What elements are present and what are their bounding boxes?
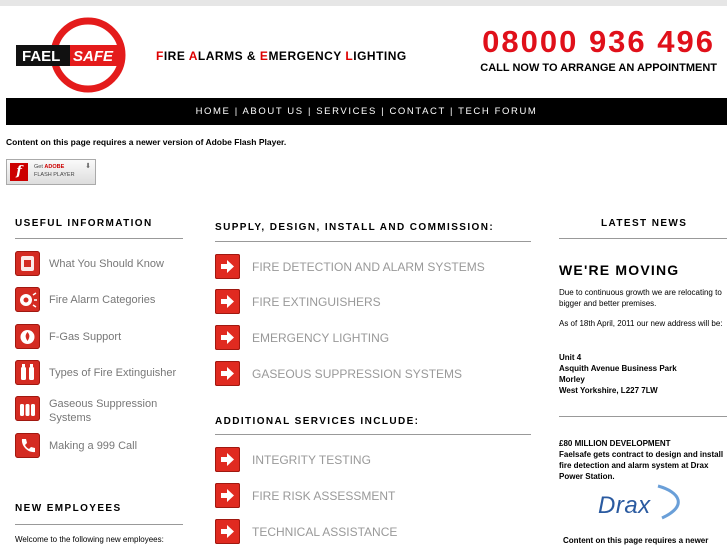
tagline <box>156 49 407 63</box>
get-flash-player-button[interactable] <box>6 159 96 185</box>
news-development <box>559 438 727 482</box>
nav-about-us[interactable]: ABOUT US <box>242 106 304 117</box>
tagline-rest: IRE <box>163 49 189 63</box>
flash-badge-brand: ADOBE <box>44 164 65 170</box>
arrow-right-icon <box>215 254 240 279</box>
service-label: EMERGENCY LIGHTING <box>252 331 390 345</box>
arrow-right-icon <box>215 483 240 508</box>
latest-news-title: LATEST NEWS <box>601 218 688 229</box>
tagline-rest: LARMS & <box>197 49 260 63</box>
news-headline: WE'RE MOVING <box>559 262 680 278</box>
news-paragraph-2: As of 18th April, 2011 our new address will be: <box>559 319 723 328</box>
logo-text-safe: SAFE <box>73 48 114 65</box>
nav-contact[interactable]: CONTACT <box>389 106 446 117</box>
service-label: TECHNICAL ASSISTANCE <box>252 525 398 539</box>
logo-text-fael: FAEL <box>22 48 61 65</box>
tagline-cap: F <box>156 49 164 63</box>
main-nav <box>6 98 727 125</box>
useful-item-label: Fire Alarm Categories <box>49 294 156 306</box>
service-label: FIRE EXTINGUISHERS <box>252 295 381 309</box>
nav-separator: | <box>230 106 243 117</box>
alarm-sounder-icon <box>15 287 40 312</box>
development-text: Faelsafe gets contract to design and install fire detection and alarm system at Drax Power Station. <box>559 450 724 481</box>
tagline-cap: E <box>259 49 269 63</box>
service-label: INTEGRITY TESTING <box>252 453 371 467</box>
call-now-text: CALL NOW TO ARRANGE AN APPOINTMENT <box>480 62 717 74</box>
useful-item-label: Gaseous Suppression Systems <box>49 398 158 424</box>
arrow-right-icon <box>215 447 240 472</box>
welcome-text: Welcome to the following new employees: <box>15 535 164 544</box>
useful-item-label: What You Should Know <box>49 258 164 270</box>
useful-item-making-999-call[interactable] <box>15 433 185 459</box>
nav-separator: | <box>303 106 317 117</box>
divider <box>559 238 727 239</box>
divider <box>15 238 183 239</box>
flash-badge-line1 <box>34 164 64 170</box>
arrow-right-icon <box>215 519 240 544</box>
divider <box>559 416 727 417</box>
service-label: GASEOUS SUPPRESSION SYSTEMS <box>252 367 463 381</box>
gas-cylinder-icon <box>15 324 40 349</box>
useful-item-label: Types of Fire Extinguisher <box>49 367 177 379</box>
service-label: FIRE RISK ASSESSMENT <box>252 489 396 503</box>
divider <box>15 524 183 525</box>
useful-info-title: USEFUL INFORMATION <box>15 218 153 229</box>
useful-item-f-gas-support[interactable] <box>15 324 185 350</box>
service-label: FIRE DETECTION AND ALARM SYSTEMS <box>252 260 485 274</box>
nav-separator: | <box>376 106 390 117</box>
address-line: Morley <box>559 375 585 384</box>
suppression-cylinders-icon <box>15 396 40 421</box>
tagline-rest: MERGENCY <box>268 49 346 63</box>
download-arrow-icon: ⬇ <box>85 163 91 170</box>
drax-logo[interactable]: Drax <box>598 492 651 519</box>
additional-services-title: ADDITIONAL SERVICES INCLUDE: <box>215 416 420 427</box>
flash-badge-line2: FLASH PLAYER <box>34 172 75 178</box>
address-line: West Yorkshire, L227 7LW <box>559 386 658 395</box>
tagline-cap: L <box>345 49 354 63</box>
news-paragraph-1: Due to continuous growth we are relocating to bigger and better premises. <box>559 288 722 308</box>
arrow-right-icon <box>215 361 240 386</box>
divider <box>215 241 531 242</box>
services-title: SUPPLY, DESIGN, INSTALL AND COMMISSION: <box>215 222 495 233</box>
new-employees-title: NEW EMPLOYEES <box>15 503 122 514</box>
service-gaseous-suppression[interactable] <box>215 361 535 387</box>
useful-item-what-you-should-know[interactable] <box>15 251 185 277</box>
tagline-rest: IGHTING <box>353 49 407 63</box>
address-line: Unit 4 <box>559 353 582 362</box>
development-title: £80 MILLION DEVELOPMENT <box>559 439 671 448</box>
nav-tech-forum[interactable]: TECH FORUM <box>458 106 538 117</box>
phone-number: 08000 936 496 <box>482 24 715 59</box>
address-line: Asquith Avenue Business Park <box>559 364 677 373</box>
tagline-cap: A <box>188 49 198 63</box>
divider <box>215 434 531 435</box>
nav-services[interactable]: SERVICES <box>316 106 377 117</box>
useful-item-types-of-extinguisher[interactable] <box>15 360 185 386</box>
service-fire-risk-assessment[interactable] <box>215 483 535 509</box>
site-header <box>6 6 727 98</box>
arrow-right-icon <box>215 325 240 350</box>
flash-badge-prefix: Get <box>34 164 45 170</box>
service-fire-extinguishers[interactable] <box>215 289 535 315</box>
service-technical-assistance[interactable] <box>215 519 535 545</box>
flash-icon: f <box>10 163 28 181</box>
service-fire-detection[interactable] <box>215 254 535 280</box>
service-integrity-testing[interactable] <box>215 447 535 473</box>
faelsafe-logo[interactable] <box>16 16 142 94</box>
service-emergency-lighting[interactable] <box>215 325 535 351</box>
flash-notice: Content on this page requires a newer version of Adobe Flash Player. <box>6 137 287 147</box>
extinguisher-icon <box>15 360 40 385</box>
hand-alarm-icon <box>15 251 40 276</box>
arrow-right-icon <box>215 289 240 314</box>
nav-separator: | <box>445 106 459 117</box>
news-address <box>559 352 727 396</box>
nav-home[interactable]: HOME <box>195 106 231 117</box>
phone-call-icon <box>15 433 40 458</box>
useful-item-label: F-Gas Support <box>49 331 122 343</box>
useful-item-fire-alarm-categories[interactable] <box>15 287 185 313</box>
useful-item-label: Making a 999 Call <box>49 440 138 452</box>
news-flash-notice: Content on this page requires a newer <box>563 536 709 545</box>
useful-item-gaseous-suppression[interactable] <box>15 396 185 426</box>
